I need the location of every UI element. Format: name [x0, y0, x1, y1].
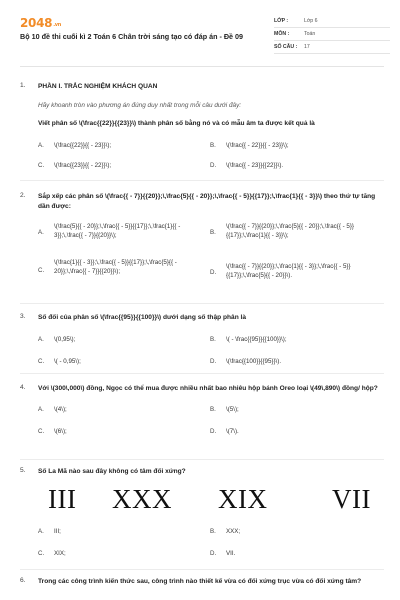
option-label: D.	[210, 550, 217, 557]
question-6	[20, 577, 384, 599]
option-b[interactable]	[210, 335, 384, 344]
meta-table	[274, 15, 390, 54]
question-divider	[20, 459, 384, 460]
option-label: A.	[38, 229, 44, 236]
question-number: 1.	[20, 82, 26, 89]
option-label: A.	[38, 528, 44, 535]
option-c[interactable]	[38, 161, 198, 170]
option-text: \(\frac{{ - 7}}{{20}};\,\frac{1}{{ - 3}};\,\frac{{ - 5}}{{17}};\,\frac{5}{{ - 20}}\).	[226, 263, 351, 279]
meta-value: Lớp 6	[304, 18, 318, 24]
option-label: D.	[210, 428, 217, 435]
meta-key: MÔN :	[274, 31, 290, 37]
option-label: B.	[210, 336, 216, 343]
page-title: Bộ 10 đề thi cuối kì 2 Toán 6 Chân trời sáng tạo có đáp án - Đề 09	[20, 32, 244, 41]
question-1	[20, 82, 384, 169]
option-a[interactable]	[38, 405, 198, 414]
option-text: \(\frac{5}{{ - 20}};\,\frac{{ - 5}}{{17}};\,\frac{1}{{ - 3}};\,\frac{{ - 7}}{{20}}\);	[54, 223, 181, 239]
option-a[interactable]	[38, 335, 198, 344]
question-stem: Trong các công trình kiến thức sau, công trình nào thiết kế vừa có đối xứng trục vừa có đối xứng tâm?	[38, 578, 362, 585]
question-number: 3.	[20, 313, 26, 320]
option-text: \(\frac{{22}}{{ - 23}}\);	[54, 142, 112, 149]
question-divider	[20, 569, 384, 570]
question-2	[20, 192, 384, 302]
answer-options	[38, 405, 384, 439]
option-d[interactable]	[210, 549, 384, 558]
option-text: \(\frac{{23}}{{ - 22}}\);	[54, 162, 112, 169]
option-label: A.	[38, 336, 44, 343]
question-3	[20, 313, 384, 373]
question-4	[20, 384, 384, 454]
option-text: \( - \frac{{95}}{{100}}\);	[226, 336, 287, 343]
option-label: D.	[210, 162, 217, 169]
header-divider	[20, 66, 384, 67]
option-text: \(7\).	[226, 428, 239, 435]
logo-text: 2048	[20, 16, 53, 30]
header	[20, 12, 384, 58]
option-d[interactable]	[210, 357, 384, 366]
question-5-options	[20, 527, 384, 563]
option-text: XXX;	[226, 528, 241, 535]
option-a[interactable]	[38, 222, 198, 240]
option-label: C.	[38, 550, 45, 557]
option-label: B.	[210, 528, 216, 535]
option-text: \(4\);	[54, 406, 67, 413]
option-label: C.	[38, 267, 45, 274]
question-divider	[20, 373, 384, 374]
option-label: B.	[210, 229, 216, 236]
instruction-text: Hãy khoanh tròn vào phương án đúng duy nhất trong mỗi câu dưới đây:	[38, 102, 242, 109]
logo-suffix: .vn	[53, 22, 62, 28]
option-b[interactable]	[210, 527, 384, 536]
roman-numeral-figure: VII	[332, 484, 371, 514]
option-text: \(5\);	[226, 406, 239, 413]
option-d[interactable]	[210, 161, 384, 170]
option-text: \(\frac{{ - 23}}{{22}}\).	[226, 162, 284, 169]
question-stem: Viết phân số \(\frac{{22}}{{23}}\) thành phân số bằng nó và có mẫu âm ta được kết quả là	[38, 120, 315, 127]
option-b[interactable]	[210, 405, 384, 414]
question-stem: Sắp xếp các phân số \(\frac{{ - 7}}{{20}};\,\frac{5}{{ - 20}};\,\frac{{ - 5}}{{17}};\,\frac{1}{{ - 3}}\) theo thứ tự tăng dần được:	[38, 193, 376, 210]
roman-numeral-figure: XXX	[112, 484, 172, 514]
question-divider	[20, 303, 384, 304]
site-logo[interactable]	[20, 16, 61, 30]
question-number: 2.	[20, 192, 26, 199]
option-label: C.	[38, 162, 45, 169]
option-text: \(\frac{{ - 22}}{{ - 23}}\);	[226, 142, 289, 149]
option-b[interactable]	[210, 222, 384, 240]
option-c[interactable]	[38, 427, 198, 436]
answer-options	[38, 527, 384, 561]
roman-numeral-figure: III	[48, 484, 77, 514]
option-text: \(0,95\);	[54, 336, 76, 343]
question-stem: Với \(300\,000\) đồng, Ngọc có thể mua được nhiều nhất bao nhiêu hộp bánh Oreo loại \(49\,890\) đồng/ hộp?	[38, 385, 378, 392]
option-a[interactable]	[38, 527, 198, 536]
question-number: 4.	[20, 384, 26, 391]
meta-value: Toán	[304, 31, 316, 37]
option-a[interactable]	[38, 141, 198, 150]
option-text: XIX;	[54, 550, 66, 557]
question-divider	[20, 180, 384, 181]
question-number: 5.	[20, 467, 26, 474]
option-c[interactable]	[38, 258, 198, 276]
option-d[interactable]	[210, 262, 384, 280]
meta-key: SỐ CÂU :	[274, 44, 298, 50]
option-c[interactable]	[38, 357, 198, 366]
option-text: \(\frac{{ - 7}}{{20}};\,\frac{5}{{ - 20}};\,\frac{{ - 5}}{{17}};\,\frac{1}{{ - 3}}\);	[226, 223, 354, 239]
meta-row-grade	[274, 15, 390, 28]
meta-row-count	[274, 41, 390, 54]
option-label: A.	[38, 406, 44, 413]
option-d[interactable]	[210, 427, 384, 436]
answer-options	[38, 335, 384, 369]
answer-options	[38, 141, 384, 181]
option-label: B.	[210, 406, 216, 413]
option-label: C.	[38, 428, 45, 435]
option-text: \( - 0,95\);	[54, 358, 81, 365]
option-text: III;	[54, 528, 61, 535]
option-text: \(\frac{1}{{ - 3}};\,\frac{{ - 5}}{{17}};\,\frac{5}{{ - 20}};\,\frac{{ - 7}}{{20}}\);	[54, 259, 177, 275]
roman-numeral-figure: XIX	[218, 484, 268, 514]
meta-row-subject	[274, 28, 390, 41]
option-label: D.	[210, 269, 217, 276]
option-c[interactable]	[38, 549, 198, 558]
question-number: 6.	[20, 577, 26, 584]
answer-options	[38, 222, 384, 302]
option-label: C.	[38, 358, 45, 365]
option-text: \(6\);	[54, 428, 67, 435]
question-stem: Số đối của phân số \(\frac{{95}}{{100}}\) dưới dạng số thập phân là	[38, 314, 247, 321]
meta-value: 17	[304, 44, 310, 50]
option-label: A.	[38, 142, 44, 149]
option-text: \(\frac{{100}}{{95}}\).	[226, 358, 282, 365]
section-heading: PHẦN I. TRẮC NGHIỆM KHÁCH QUAN	[38, 83, 158, 90]
option-label: D.	[210, 358, 217, 365]
meta-key: LỚP :	[274, 18, 289, 24]
option-label: B.	[210, 142, 216, 149]
option-text: VII.	[226, 550, 236, 557]
question-stem: Số La Mã nào sau đây không có tâm đối xứng?	[38, 468, 186, 475]
option-b[interactable]	[210, 141, 384, 150]
